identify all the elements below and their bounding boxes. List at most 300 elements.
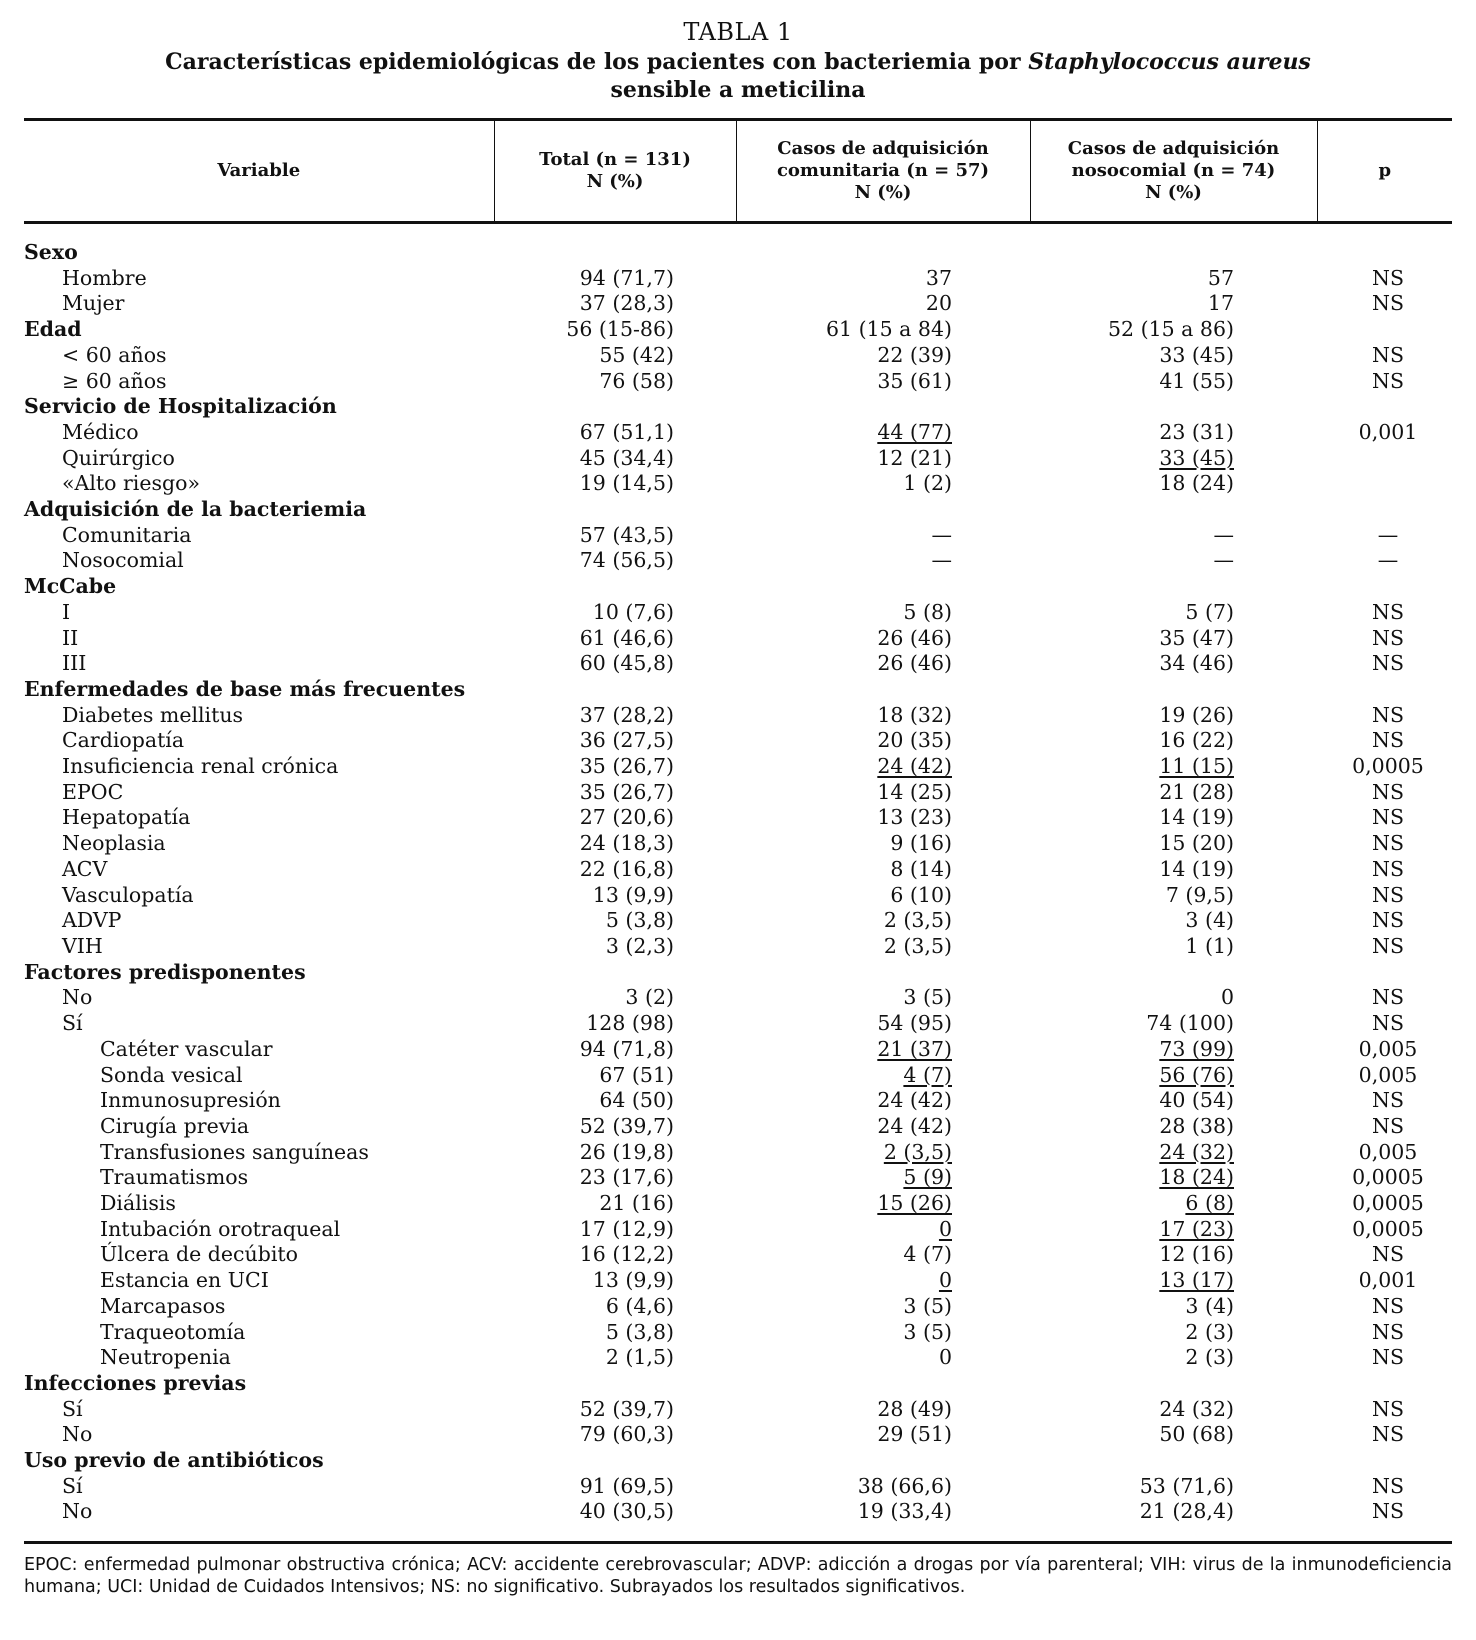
cell-total [494,1371,736,1397]
cell-nosocomial: 16 (22) [1159,728,1234,753]
cell-variable: Úlcera de decúbito [100,1242,298,1267]
cell-variable: I [62,599,71,624]
table-row [24,626,1452,652]
cell-nosocomial [1030,394,1317,420]
cell-variable: Comunitaria [62,522,192,547]
cell-variable: Vasculopatía [62,882,194,907]
cell-comunitaria: 5 (9) [903,1165,952,1190]
cell-p [1317,317,1452,343]
cell-variable: ADVP [62,908,122,933]
cell-comunitaria: 4 (7) [903,1062,952,1087]
cell-total: 26 (19,8) [579,1139,674,1164]
table-row [24,1114,1452,1140]
cell-nosocomial: 21 (28) [1159,779,1234,804]
cell-variable: Quirúrgico [62,445,175,470]
table-row [24,780,1452,806]
cell-total: 94 (71,8) [579,1036,674,1061]
table-row [24,1474,1452,1500]
cell-comunitaria: 37 [925,265,952,290]
cell-variable: Enfermedades de base más frecuentes [24,676,466,701]
cell-variable: Cirugía previa [100,1113,250,1138]
cell-p: NS [1317,1499,1452,1542]
cell-comunitaria [736,394,1030,420]
cell-variable: Uso previo de antibióticos [24,1448,324,1473]
cell-variable: Sí [62,1473,83,1498]
cell-total: 94 (71,7) [579,265,674,290]
table-row [24,1499,1452,1542]
table-section-row [24,1371,1452,1397]
cell-comunitaria [736,677,1030,703]
cell-variable: Traumatismos [100,1165,249,1190]
cell-variable: Edad [24,317,82,342]
cell-nosocomial: 34 (46) [1159,651,1234,676]
cell-variable: «Alto riesgo» [62,471,201,496]
cell-p: NS [1372,908,1404,933]
cell-nosocomial: 52 (15 a 86) [1107,317,1234,342]
table-section-row [24,497,1452,523]
cell-total: 67 (51) [599,1062,674,1087]
cell-variable: Sí [62,1011,83,1036]
cell-variable: No [62,985,93,1010]
cell-total [494,677,736,703]
cell-nosocomial: 6 (8) [1185,1191,1234,1216]
cell-comunitaria: 13 (23) [877,805,952,830]
cell-variable: Inmunosupresión [100,1088,281,1113]
cell-nosocomial: 57 [1207,265,1234,290]
cell-variable: Transfusiones sanguíneas [100,1139,369,1164]
table-row [24,1242,1452,1268]
cell-total: 52 (39,7) [579,1113,674,1138]
cell-p: NS [1372,1011,1404,1036]
cell-nosocomial: 12 (16) [1159,1242,1234,1267]
cell-total: 67 (51,1) [579,419,674,444]
table-row [24,754,1452,780]
cell-nosocomial: 35 (47) [1159,625,1234,650]
cell-comunitaria: 19 (33,4) [736,1499,1030,1542]
cell-variable: Hepatopatía [62,805,191,830]
cell-total: 37 (28,3) [579,291,674,316]
table-row [24,857,1452,883]
cell-nosocomial: 3 (4) [1185,908,1234,933]
header-total: Total (n = 131) N (%) [494,120,736,223]
cell-total: 79 (60,3) [579,1422,674,1447]
table-row [24,883,1452,909]
cell-p [1317,471,1452,497]
cell-nosocomial: 74 (100) [1146,1011,1234,1036]
table-row [24,1345,1452,1371]
cell-comunitaria: 26 (46) [877,625,952,650]
cell-variable: Insuficiencia renal crónica [62,754,339,779]
cell-p [1317,1448,1452,1474]
table-row [24,266,1452,292]
cell-total: 23 (17,6) [579,1165,674,1190]
cell-p: NS [1372,1088,1404,1113]
cell-nosocomial: 11 (15) [1159,754,1234,779]
cell-nosocomial: 33 (45) [1159,342,1234,367]
cell-total: 6 (4,6) [605,1293,674,1318]
cell-variable: Infecciones previas [24,1370,247,1395]
cell-comunitaria [736,223,1030,266]
cell-comunitaria: 44 (77) [877,419,952,444]
cell-variable: Nosocomial [62,548,184,573]
cell-p: NS [1372,831,1404,856]
cell-nosocomial [1030,1371,1317,1397]
cell-total: 40 (30,5) [494,1499,736,1542]
cell-total: 57 (43,5) [579,522,674,547]
cell-nosocomial: 21 (28,4) [1030,1499,1317,1542]
cell-total: 3 (2,3) [605,933,674,958]
cell-comunitaria: 20 (35) [877,728,952,753]
cell-comunitaria [736,574,1030,600]
cell-variable: Mujer [62,291,125,316]
cell-comunitaria: 2 (3,5) [883,1139,952,1164]
cell-nosocomial: 3 (4) [1185,1293,1234,1318]
cell-total: 17 (12,9) [579,1216,674,1241]
cell-p: NS [1372,651,1404,676]
cell-comunitaria: 0 [938,1216,952,1241]
cell-comunitaria: 22 (39) [877,342,952,367]
cell-nosocomial [1030,1448,1317,1474]
title-prefix: Características epidemiológicas de los pacientes con bacteriemia por [165,49,1029,75]
cell-nosocomial: — [1213,522,1234,547]
cell-nosocomial: 28 (38) [1159,1113,1234,1138]
table-row [24,1140,1452,1166]
cell-p: NS [1372,1473,1404,1498]
cell-p: NS [1372,368,1404,393]
cell-total: 5 (3,8) [605,1319,674,1344]
table-container [24,18,1452,1544]
cell-total [494,1448,736,1474]
title-line2: sensible a meticilina [610,77,866,103]
cell-total [494,497,736,523]
cell-comunitaria: 15 (26) [877,1191,952,1216]
table-row [24,1268,1452,1294]
table-row [24,1422,1452,1448]
cell-comunitaria: 38 (66,6) [857,1473,952,1498]
cell-nosocomial: 2 (3) [1185,1319,1234,1344]
cell-comunitaria: 24 (42) [877,754,952,779]
cell-nosocomial: 40 (54) [1159,1088,1234,1113]
cell-total: 91 (69,5) [579,1473,674,1498]
cell-nosocomial [1030,960,1317,986]
cell-p: NS [1372,625,1404,650]
cell-variable: II [62,625,79,650]
header-p: p [1317,120,1452,223]
cell-nosocomial: 5 (7) [1185,599,1234,624]
cell-comunitaria: 1 (2) [903,471,952,496]
cell-comunitaria: 8 (14) [890,856,952,881]
cell-total [494,960,736,986]
cell-total: 55 (42) [599,342,674,367]
cell-variable: No [24,1499,494,1542]
table-row [24,291,1452,317]
cell-comunitaria: 9 (16) [890,831,952,856]
cell-comunitaria: 35 (61) [877,368,952,393]
cell-variable: Sexo [24,240,78,264]
cell-total: 56 (15-86) [566,317,674,342]
table-row [24,1217,1452,1243]
cell-total: 35 (26,7) [579,779,674,804]
cell-p: NS [1372,291,1404,316]
cell-p: NS [1372,728,1404,753]
cell-comunitaria [736,960,1030,986]
cell-comunitaria: 29 (51) [877,1422,952,1447]
cell-comunitaria: 28 (49) [877,1396,952,1421]
table-row [24,548,1452,574]
cell-variable: Marcapasos [100,1293,226,1318]
cell-total: 24 (18,3) [579,831,674,856]
cell-variable: Neutropenia [100,1345,231,1370]
cell-p [1317,1371,1452,1397]
title-species: Staphylococcus aureus [1028,49,1311,75]
cell-p: 0,0005 [1352,754,1424,779]
cell-p: NS [1372,1242,1404,1267]
cell-p [1317,223,1452,266]
table-header [24,120,1452,223]
table-row [24,369,1452,395]
table-body [24,223,1452,1543]
cell-comunitaria: 3 (5) [903,985,952,1010]
cell-p: NS [1372,702,1404,727]
cell-p [1317,394,1452,420]
cell-variable: ≥ 60 años [62,368,167,393]
cell-comunitaria: 24 (42) [877,1113,952,1138]
cell-total: 13 (9,9) [592,882,674,907]
cell-variable: Intubación orotraqueal [100,1216,341,1241]
cell-comunitaria: 3 (5) [903,1319,952,1344]
cell-nosocomial: 13 (17) [1159,1268,1234,1293]
table-footnote: EPOC: enfermedad pulmonar obstructiva crónica; ACV: accidente cerebrovascular; ADVP: adicción a drogas por vía parenteral; VIH: virus de la inmunodeficiencia humana; UCI: Unidad de Cuidados Intensivos; NS: no significativo. Subrayados los resultados significativos. [24,1555,1452,1597]
table-label: TABLA 1 [683,18,793,46]
cell-comunitaria [736,1371,1030,1397]
table-section-row [24,677,1452,703]
cell-total [494,223,736,266]
cell-variable: Diálisis [100,1191,176,1216]
cell-p: 0,001 [1358,1268,1418,1293]
cell-variable: Sí [62,1396,83,1421]
cell-p: — [1377,548,1399,573]
table-row [24,1037,1452,1063]
cell-comunitaria: 2 (3,5) [883,933,952,958]
cell-p [1317,677,1452,703]
cell-p: NS [1372,342,1404,367]
table-row [24,1397,1452,1423]
cell-comunitaria: — [931,522,952,547]
cell-variable: Factores predisponentes [24,959,306,984]
cell-nosocomial: 19 (26) [1159,702,1234,727]
cell-variable: Catéter vascular [100,1036,273,1061]
cell-nosocomial [1030,497,1317,523]
cell-variable: VIH [62,933,103,958]
cell-nosocomial: 73 (99) [1159,1036,1234,1061]
cell-variable: EPOC [62,779,124,804]
cell-variable: ACV [62,856,108,881]
cell-p: 0,0005 [1352,1216,1424,1241]
cell-nosocomial: 33 (45) [1159,445,1234,470]
cell-nosocomial: 41 (55) [1159,368,1234,393]
cell-p: 0,001 [1358,419,1418,444]
cell-variable: Médico [62,419,139,444]
cell-nosocomial: 17 [1207,291,1234,316]
cell-comunitaria: 18 (32) [877,702,952,727]
cell-comunitaria: 4 (7) [903,1242,952,1267]
cell-p: NS [1372,985,1404,1010]
cell-nosocomial: 15 (20) [1159,831,1234,856]
cell-comunitaria: 20 [925,291,952,316]
cell-p: 0,0005 [1352,1165,1424,1190]
table-row [24,651,1452,677]
cell-total: 19 (14,5) [579,471,674,496]
cell-variable: Cardiopatía [62,728,185,753]
table-row [24,471,1452,497]
table-row [24,934,1452,960]
cell-variable: < 60 años [62,342,167,367]
table-row [24,805,1452,831]
table-row [24,1011,1452,1037]
cell-comunitaria: — [931,548,952,573]
cell-p: 0,005 [1358,1139,1418,1164]
cell-total: 21 (16) [599,1191,674,1216]
table-row [24,1165,1452,1191]
cell-variable: Adquisición de la bacteriemia [24,497,367,522]
cell-comunitaria: 0 [938,1345,952,1370]
table-section-row [24,574,1452,600]
cell-variable: III [62,651,87,676]
cell-nosocomial: 0 [1220,985,1234,1010]
table-title [24,48,1452,104]
cell-nosocomial [1030,223,1317,266]
cell-p: NS [1372,1319,1404,1344]
cell-p: NS [1372,265,1404,290]
cell-p [1317,497,1452,523]
cell-comunitaria: 3 (5) [903,1293,952,1318]
table-row [24,446,1452,472]
cell-p: NS [1372,856,1404,881]
cell-variable: Neoplasia [62,831,166,856]
cell-nosocomial: 18 (24) [1159,1165,1234,1190]
cell-total: 128 (98) [586,1011,674,1036]
cell-comunitaria: 6 (10) [890,882,952,907]
cell-variable: No [62,1422,93,1447]
cell-nosocomial: — [1213,548,1234,573]
cell-total: 76 (58) [599,368,674,393]
table-section-row [24,960,1452,986]
cell-nosocomial: 1 (1) [1185,933,1234,958]
cell-comunitaria: 14 (25) [877,779,952,804]
cell-total: 22 (16,8) [579,856,674,881]
header-comunitaria: Casos de adquisición comunitaria (n = 57) N (%) [736,120,1030,223]
table-row [24,728,1452,754]
cell-total: 13 (9,9) [592,1268,674,1293]
cell-variable: Hombre [62,265,147,290]
table-row [24,703,1452,729]
cell-nosocomial: 24 (32) [1159,1139,1234,1164]
table-row [24,1088,1452,1114]
cell-p: NS [1372,805,1404,830]
cell-comunitaria: 61 (15 a 84) [825,317,952,342]
cell-p [1317,446,1452,472]
cell-total: 45 (34,4) [579,445,674,470]
table-row [24,343,1452,369]
header-variable: Variable [24,120,494,223]
cell-comunitaria: 0 [938,1268,952,1293]
cell-variable: Estancia en UCI [100,1268,269,1293]
cell-p: NS [1372,1293,1404,1318]
cell-total: 5 (3,8) [605,908,674,933]
cell-nosocomial: 18 (24) [1159,471,1234,496]
cell-p: NS [1372,933,1404,958]
cell-p: NS [1372,1422,1404,1447]
cell-p: NS [1372,599,1404,624]
cell-comunitaria [736,1448,1030,1474]
cell-total: 52 (39,7) [579,1396,674,1421]
cell-p: — [1377,522,1399,547]
cell-comunitaria: 2 (3,5) [883,908,952,933]
cell-p: 0,0005 [1352,1191,1424,1216]
cell-comunitaria: 21 (37) [877,1036,952,1061]
cell-total: 74 (56,5) [579,548,674,573]
table-row [24,1320,1452,1346]
cell-total: 35 (26,7) [579,754,674,779]
cell-nosocomial: 17 (23) [1159,1216,1234,1241]
cell-total: 27 (20,6) [579,805,674,830]
cell-comunitaria: 12 (21) [877,445,952,470]
cell-nosocomial: 2 (3) [1185,1345,1234,1370]
data-table [24,118,1452,1544]
table-row [24,1063,1452,1089]
cell-p: 0,005 [1358,1062,1418,1087]
cell-total: 3 (2) [625,985,674,1010]
cell-variable: Sonda vesical [100,1062,243,1087]
cell-p [1317,574,1452,600]
cell-p: NS [1372,1396,1404,1421]
cell-total [494,394,736,420]
table-section-row [24,1448,1452,1474]
cell-nosocomial: 24 (32) [1159,1396,1234,1421]
cell-comunitaria: 24 (42) [877,1088,952,1113]
cell-total: 60 (45,8) [579,651,674,676]
cell-p: NS [1372,882,1404,907]
cell-nosocomial: 56 (76) [1159,1062,1234,1087]
cell-p [1317,960,1452,986]
table-row [24,523,1452,549]
cell-nosocomial: 14 (19) [1159,856,1234,881]
table-row [24,1294,1452,1320]
cell-p: NS [1372,1113,1404,1138]
cell-p: 0,005 [1358,1036,1418,1061]
table-section-row [24,317,1452,343]
cell-nosocomial: 23 (31) [1159,419,1234,444]
table-section-row [24,223,1452,266]
cell-total [494,574,736,600]
cell-nosocomial: 14 (19) [1159,805,1234,830]
cell-nosocomial [1030,677,1317,703]
cell-total: 16 (12,2) [579,1242,674,1267]
cell-p: NS [1372,779,1404,804]
table-row [24,600,1452,626]
cell-total: 37 (28,2) [579,702,674,727]
cell-nosocomial [1030,574,1317,600]
cell-total: 10 (7,6) [592,599,674,624]
cell-variable: Diabetes mellitus [62,702,244,727]
cell-comunitaria: 54 (95) [877,1011,952,1036]
cell-variable: Traqueotomía [100,1319,246,1344]
table-row [24,420,1452,446]
cell-nosocomial: 53 (71,6) [1139,1473,1234,1498]
cell-total: 36 (27,5) [579,728,674,753]
cell-total: 61 (46,6) [579,625,674,650]
cell-comunitaria [736,497,1030,523]
